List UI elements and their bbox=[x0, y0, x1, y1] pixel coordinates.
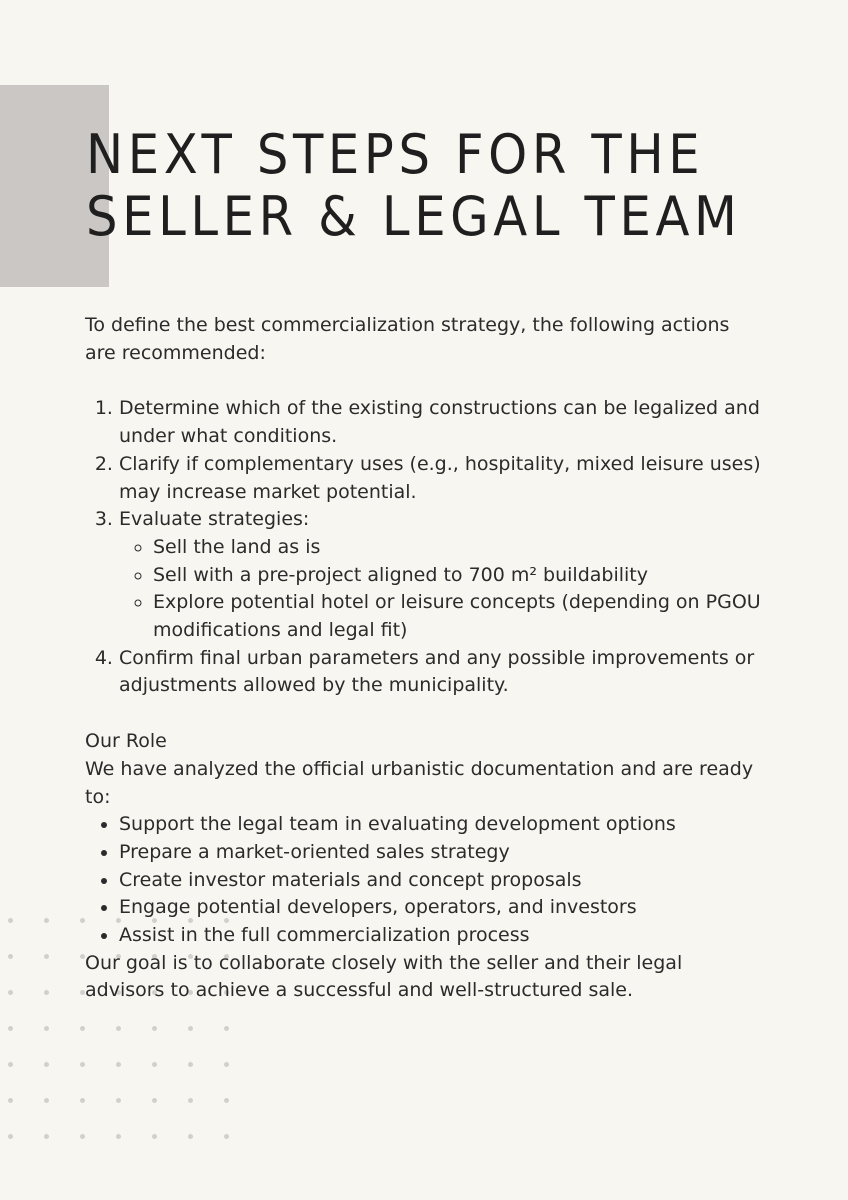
page-title bbox=[86, 124, 742, 248]
decorative-dot bbox=[8, 1098, 13, 1103]
decorative-dot bbox=[44, 990, 49, 995]
action-item: 1. Determine which of the existing constructions can be legalized and under what conditions. bbox=[119, 395, 765, 450]
decorative-dot bbox=[8, 918, 13, 923]
role-item: • Create investor materials and concept proposals bbox=[119, 867, 765, 895]
role-intro: We have analyzed the official urbanistic documentation and are ready to: bbox=[85, 757, 754, 808]
strategies-list bbox=[119, 534, 765, 645]
decorative-dot bbox=[188, 1134, 193, 1139]
strategy-item: ◦ Sell the land as is bbox=[153, 534, 765, 562]
strategy-item: ◦ Explore potential hotel or leisure concepts (depending on PGOU modifications and legal fit) bbox=[153, 589, 765, 644]
decorative-dot bbox=[44, 1026, 49, 1031]
decorative-dot bbox=[80, 1098, 85, 1103]
decorative-dot bbox=[224, 1134, 229, 1139]
strategy-item: ◦ Sell with a pre-project aligned to 700 m² buildability bbox=[153, 562, 765, 590]
title-line-2: SELLER & LEGAL TEAM bbox=[86, 185, 742, 248]
closing-paragraph: Our goal is to collaborate closely with the seller and their legal advisors to achieve a successful and well-structured sale. bbox=[85, 951, 683, 1002]
decorative-dot bbox=[80, 1026, 85, 1031]
decorative-dot bbox=[224, 1062, 229, 1067]
decorative-dot bbox=[188, 1098, 193, 1103]
decorative-dot bbox=[224, 1098, 229, 1103]
role-heading: Our Role bbox=[85, 730, 167, 753]
decorative-dot bbox=[8, 990, 13, 995]
decorative-dot bbox=[8, 1134, 13, 1139]
decorative-dot bbox=[152, 1062, 157, 1067]
role-item: • Assist in the full commercialization process bbox=[119, 922, 765, 950]
decorative-dot bbox=[188, 1062, 193, 1067]
decorative-dot bbox=[152, 1134, 157, 1139]
decorative-dot bbox=[80, 1134, 85, 1139]
role-list bbox=[85, 811, 765, 950]
action-item: 4. Confirm final urban parameters and any possible improvements or adjustments allowed by the municipality. bbox=[119, 645, 765, 700]
role-item: • Prepare a market-oriented sales strategy bbox=[119, 839, 765, 867]
action-item: 3. Evaluate strategies: ◦ Sell the land as is ◦ Sell with a pre-project aligned to 700 m² buildability ◦ Explore potential hotel or leisure concepts (depending on PGOU modifications and legal fit) bbox=[119, 506, 765, 645]
decorative-dot bbox=[152, 1026, 157, 1031]
body-content bbox=[85, 312, 765, 1005]
decorative-dot bbox=[116, 1026, 121, 1031]
decorative-dot bbox=[44, 1134, 49, 1139]
decorative-dot bbox=[116, 1062, 121, 1067]
title-line-1: NEXT STEPS FOR THE bbox=[86, 123, 705, 186]
role-item: • Engage potential developers, operators, and investors bbox=[119, 894, 765, 922]
decorative-dot bbox=[188, 1026, 193, 1031]
decorative-dot bbox=[8, 954, 13, 959]
intro-paragraph: To define the best commercialization strategy, the following actions are recommended: bbox=[85, 314, 730, 364]
decorative-dot bbox=[116, 1098, 121, 1103]
role-item: • Support the legal team in evaluating development options bbox=[119, 811, 765, 839]
action-item: 2. Clarify if complementary uses (e.g., hospitality, mixed leisure uses) may increase market potential. bbox=[119, 451, 765, 506]
decorative-dot bbox=[224, 1026, 229, 1031]
decorative-dot bbox=[44, 954, 49, 959]
decorative-dot bbox=[152, 1098, 157, 1103]
decorative-dot bbox=[116, 1134, 121, 1139]
actions-list bbox=[85, 395, 765, 700]
decorative-dot bbox=[44, 1098, 49, 1103]
decorative-dot bbox=[80, 1062, 85, 1067]
decorative-dot bbox=[44, 1062, 49, 1067]
decorative-dot bbox=[44, 918, 49, 923]
decorative-dot bbox=[8, 1062, 13, 1067]
decorative-dot bbox=[8, 1026, 13, 1031]
